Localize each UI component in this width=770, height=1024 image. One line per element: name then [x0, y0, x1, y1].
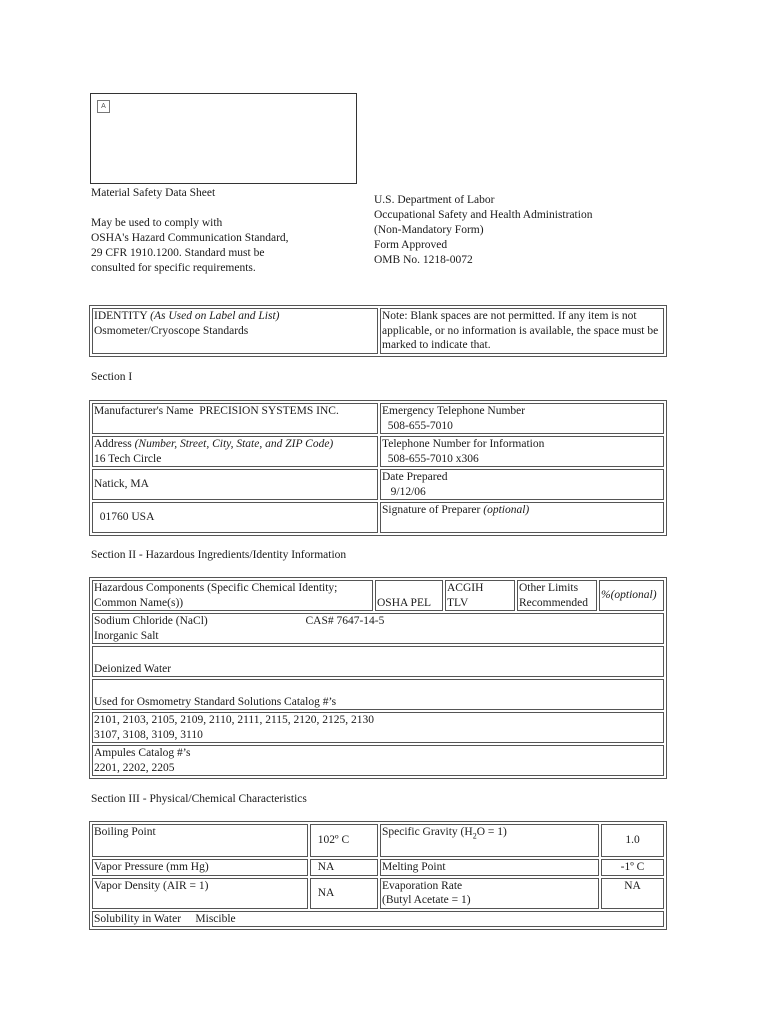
identity-label: IDENTITY	[94, 310, 148, 322]
manufacturer-cell	[92, 403, 378, 434]
section-2-table	[89, 577, 667, 779]
vapor-pressure-value-cell	[310, 859, 378, 876]
identity-hint: (As Used on Label and List)	[150, 310, 280, 322]
comply-line: OSHA's Hazard Communication Standard,	[91, 232, 289, 244]
manufacturer-value: PRECISION SYSTEMS INC.	[199, 405, 339, 417]
zip-cell	[92, 502, 378, 533]
specific-gravity-value-cell	[601, 824, 664, 857]
signature-hint: (optional)	[483, 504, 530, 516]
evaporation-rate-value-cell	[601, 878, 664, 909]
section-1-table	[89, 400, 667, 536]
evaporation-rate-label: Evaporation Rate	[382, 879, 463, 892]
agency-line: Form Approved	[374, 239, 448, 251]
broken-image-icon: A	[97, 100, 110, 113]
section-3-table	[89, 821, 667, 930]
info-phone-cell	[380, 436, 664, 467]
ampules-label: Ampules Catalog #’s	[94, 747, 191, 759]
nacl-description: Inorganic Salt	[94, 629, 159, 642]
solubility-value: Miscible	[195, 912, 236, 925]
catalog-numbers-line: 2101, 2103, 2105, 2109, 2110, 2111, 2115, 2120, 2125, 2130	[94, 714, 375, 726]
boiling-point-value: 102º C	[317, 834, 350, 847]
agency-line: OMB No. 1218-0072	[374, 254, 473, 266]
other-limits-label: Other Limits	[519, 582, 579, 594]
date-value: 9/12/06	[390, 485, 426, 498]
ingredient-row-water	[92, 646, 664, 677]
components-header-label: Hazardous Components (Specific Chemical Identity; Common Name(s))	[94, 582, 338, 609]
logo-box	[90, 93, 357, 184]
other-limits-header	[517, 580, 597, 611]
blank-spaces-note: Note: Blank spaces are not permitted. If any item is not applicable, or no information is available, the space must be marked to indicate that.	[382, 310, 659, 351]
specific-gravity-label-end: O = 1)	[476, 826, 507, 838]
vapor-pressure-value: NA	[317, 861, 335, 873]
percent-label: %(optional)	[601, 589, 657, 602]
vapor-density-value: NA	[317, 886, 335, 899]
agency-block	[374, 193, 592, 268]
identity-table	[89, 305, 667, 357]
melting-point-label: Melting Point	[382, 861, 446, 873]
percent-header	[599, 580, 664, 611]
ampules-numbers: 2201, 2202, 2205	[94, 761, 175, 774]
comply-line: 29 CFR 1910.1200. Standard must be	[91, 247, 265, 259]
nacl-name: Sodium Chloride (NaCl)	[94, 615, 208, 627]
msds-title: Material Safety Data Sheet	[91, 187, 216, 199]
comply-line: consulted for specific requirements.	[91, 262, 256, 274]
vapor-density-label: Vapor Density (AIR = 1)	[94, 879, 209, 892]
city-cell	[92, 469, 378, 500]
agency-line: U.S. Department of Labor	[374, 194, 495, 206]
date-label: Date Prepared	[382, 471, 448, 483]
vapor-pressure-label: Vapor Pressure (mm Hg)	[94, 861, 209, 873]
vapor-density-label-cell	[92, 878, 308, 909]
evaporation-rate-value: NA	[624, 879, 641, 892]
melting-point-label-cell	[380, 859, 599, 876]
tlv-label: TLV	[447, 596, 469, 609]
signature-label: Signature of Preparer	[382, 504, 481, 516]
boiling-point-label-cell	[92, 824, 308, 857]
section-1-title: Section I	[91, 371, 133, 383]
ingredient-row-nacl	[92, 613, 664, 644]
vapor-pressure-label-cell	[92, 859, 308, 876]
comply-line: May be used to comply with	[91, 217, 223, 229]
acgih-header	[445, 580, 515, 611]
catalog-note-row	[92, 679, 664, 710]
specific-gravity-value: 1.0	[625, 834, 640, 847]
catalog-numbers-row	[92, 712, 664, 743]
osha-pel-label: OSHA PEL	[377, 596, 431, 609]
nacl-cas: CAS# 7647-14-5	[305, 615, 385, 627]
signature-cell	[380, 502, 664, 533]
emergency-cell	[380, 403, 664, 434]
address-label: Address	[94, 438, 132, 450]
solubility-label: Solubility in Water	[94, 912, 182, 925]
address-line-1: 16 Tech Circle	[94, 452, 162, 465]
address-cell	[92, 436, 378, 467]
agency-line: Occupational Safety and Health Administration	[374, 209, 593, 221]
address-hint: (Number, Street, City, State, and ZIP Code)	[134, 438, 334, 450]
evaporation-rate-label-cell	[380, 878, 599, 909]
specific-gravity-subscript: 2	[472, 831, 477, 841]
identity-value: Osmometer/Cryoscope Standards	[94, 324, 249, 337]
info-phone-value: 508-655-7010 x306	[387, 452, 479, 465]
note-cell	[380, 308, 664, 354]
emergency-label: Emergency Telephone Number	[382, 405, 526, 417]
section-2-title: Section II - Hazardous Ingredients/Identity Information	[91, 549, 347, 561]
melting-point-value-cell	[601, 859, 664, 876]
acgih-label: ACGIH	[447, 582, 484, 594]
solubility-row	[92, 911, 664, 928]
ampules-row	[92, 745, 664, 776]
evaporation-rate-sublabel: (Butyl Acetate = 1)	[382, 894, 471, 906]
boiling-point-value-cell	[310, 824, 378, 857]
vapor-density-value-cell	[310, 878, 378, 909]
osha-pel-header	[375, 580, 443, 611]
catalog-numbers-line: 3107, 3108, 3109, 3110	[94, 728, 203, 741]
date-cell	[380, 469, 664, 500]
boiling-point-label: Boiling Point	[94, 826, 156, 838]
specific-gravity-label-cell	[380, 824, 599, 857]
info-phone-label: Telephone Number for Information	[382, 438, 545, 450]
emergency-value: 508-655-7010	[387, 419, 453, 432]
agency-line: (Non-Mandatory Form)	[374, 224, 484, 236]
catalog-note: Used for Osmometry Standard Solutions Catalog #’s	[94, 695, 337, 708]
section-3-title: Section III - Physical/Chemical Characteristics	[91, 793, 307, 805]
water-name: Deionized Water	[94, 662, 172, 675]
specific-gravity-label: Specific Gravity (H	[382, 826, 473, 838]
manufacturer-label: Manufacturer's Name	[94, 405, 194, 417]
recommended-label: Recommended	[519, 596, 588, 609]
address-line-3: 01760 USA	[99, 511, 155, 524]
components-header	[92, 580, 373, 611]
melting-point-value: -1º C	[620, 861, 645, 873]
address-line-2: Natick, MA	[94, 478, 149, 491]
identity-cell	[92, 308, 378, 354]
comply-note	[91, 216, 289, 276]
